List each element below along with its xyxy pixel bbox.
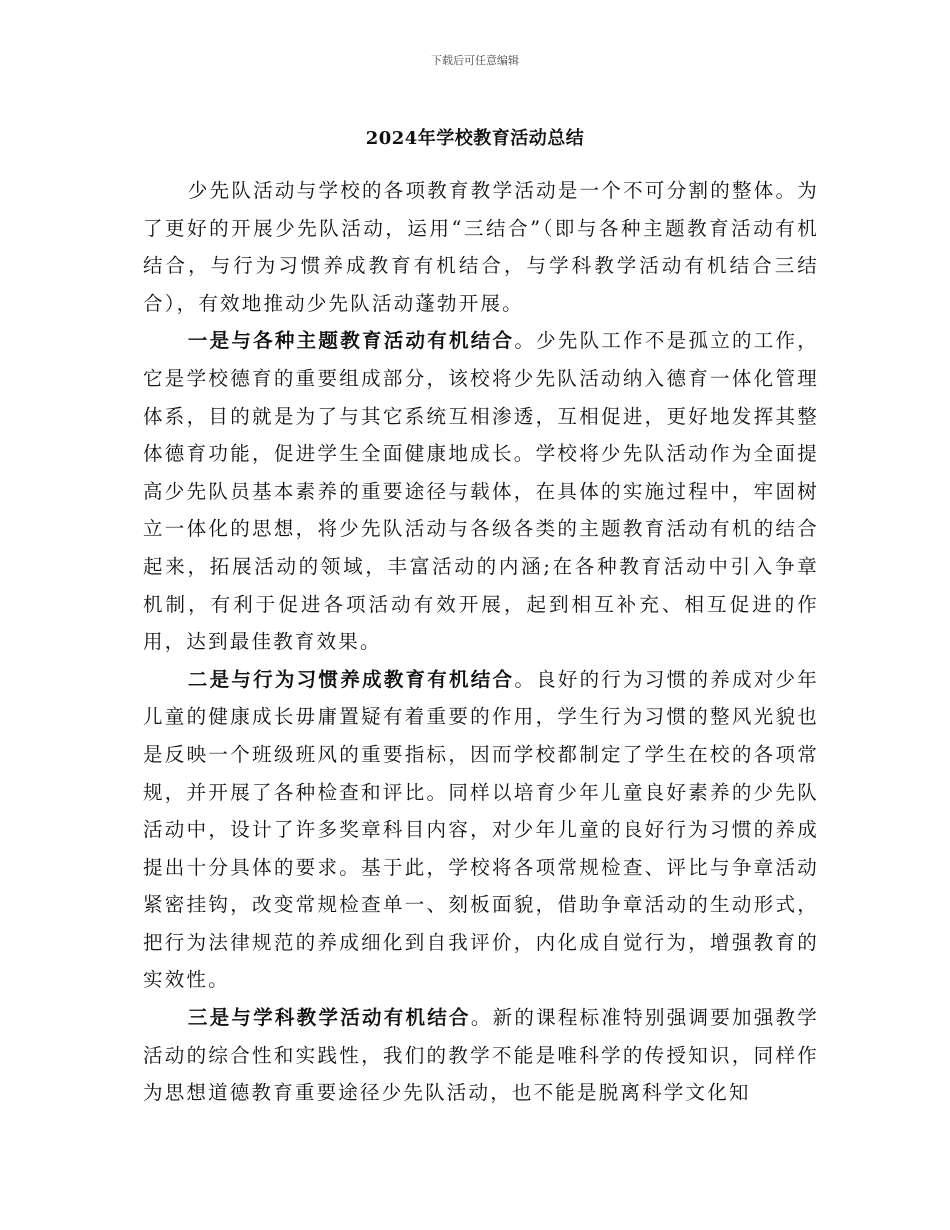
document-body — [143, 172, 819, 1112]
paragraph-intro — [143, 172, 819, 322]
paragraph-text: 。少先队工作不是孤立的工作，它是学校德育的重要组成部分，该校将少先队活动纳入德育一体化管理体系，目的就是为了与其它系统互相渗透，互相促进，更好地发挥其整体德育功能，促进学生全面健康地成长。学校将少先队活动作为全面提高少先队员基本素养的重要途径与载体，在具体的实施过程中，牢固树立一体化的思想，将少先队活动与各级各类的主题教育活动有机的结合起来，拓展活动的领域，丰富活动的内涵;在各种教育活动中引入争章机制，有利于促进各项活动有效开展，起到相互补充、相互促进的作用，达到最佳教育效果。 — [143, 329, 819, 654]
paragraph-text: 。新的课程标准特别强调要加强教学活动的综合性和实践性，我们的教学不能是唯科学的传授知识，同样作为思想道德教育重要途径少先队活动，也不能是脱离科学文化知 — [143, 1006, 820, 1105]
page-header: 下载后可任意编辑 — [431, 54, 519, 67]
paragraph-subject-teaching — [143, 999, 819, 1112]
paragraph-lead: 二是与行为习惯养成教育有机结合 — [187, 667, 515, 691]
paragraph-theme-education — [143, 322, 819, 660]
document-title: 2024年学校教育活动总结 — [365, 128, 585, 149]
paragraph-lead: 一是与各种主题教育活动有机结合 — [187, 329, 515, 353]
paragraph-behavior-habits — [143, 661, 819, 999]
paragraph-lead: 三是与学科教学活动有机结合 — [187, 1006, 471, 1030]
paragraph-text: 少先队活动与学校的各项教育教学活动是一个不可分割的整体。为了更好的开展少先队活动，运用“三结合”（即与各种主题教育活动有机结合，与行为习惯养成教育有机结合，与学科教学活动有机结合三结合），有效地推动少先队活动蓬勃开展。 — [143, 179, 819, 315]
paragraph-text: 。良好的行为习惯的养成对少年儿童的健康成长毋庸置疑有着重要的作用，学生行为习惯的整风光貌也是反映一个班级班风的重要指标，因而学校都制定了学生在校的各项常规，并开展了各种检查和评比。同样以培育少年儿童良好素养的少先队活动中，设计了许多奖章科目内容，对少年儿童的良好行为习惯的养成提出十分具体的要求。基于此，学校将各项常规检查、评比与争章活动紧密挂钩，改变常规检查单一、刻板面貌，借助争章活动的生动形式，把行为法律规范的养成细化到自我评价，内化成自觉行为，增强教育的实效性。 — [143, 667, 819, 992]
